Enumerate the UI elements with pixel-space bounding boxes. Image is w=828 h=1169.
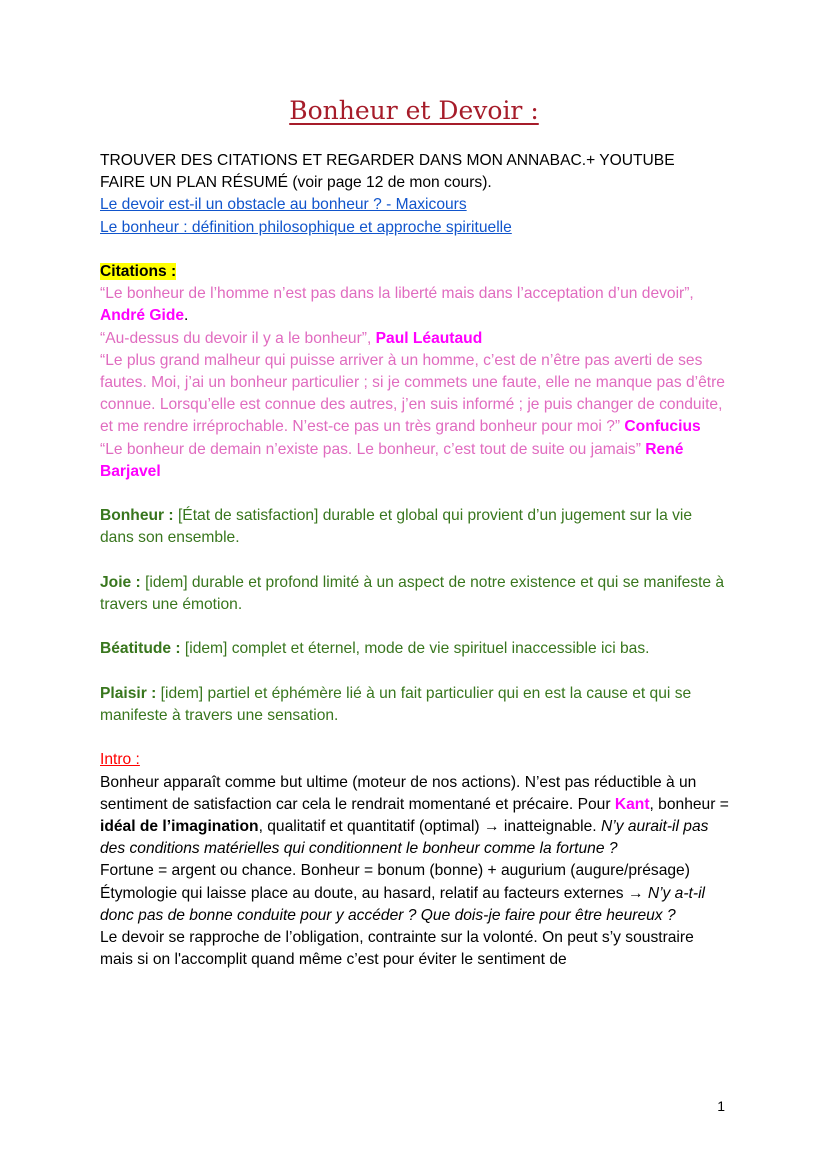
definition-joie: Joie : [idem] durable et profond limité à un aspect de notre existence et qui se manifeste à travers une émotion.: [100, 573, 725, 614]
definition-bonheur: Bonheur : [État de satisfaction] durable et global qui provient d’un jugement sur la vie dans son ensemble.: [100, 507, 693, 547]
definition-plaisir: Plaisir : [idem] partiel et éphémère lié à un fait particulier qui en est la cause et qui se manifeste à travers une sensation.: [100, 684, 692, 724]
citation-item: “Le bonheur de demain n’existe pas. Le bonheur, c’est tout de suite ou jamais” René Barjavel: [100, 440, 684, 480]
citations-heading: Citations :: [100, 263, 177, 280]
link-maxicours[interactable]: Le devoir est-il un obstacle au bonheur ? - Maxicours: [100, 196, 467, 214]
link-bonheur-definition[interactable]: Le bonheur : définition philosophique et approche spirituelle: [100, 218, 512, 236]
page-number: 1: [717, 1098, 725, 1114]
citation-author: Paul Léautaud: [375, 329, 483, 347]
instruction-line-1: TROUVER DES CITATIONS ET REGARDER DANS MON ANNABAC.+ YOUTUBE: [100, 152, 675, 169]
intro-paragraph-1: Bonheur apparaît comme but ultime (moteur de nos actions). N’est pas réductible à un sentiment de satisfaction car cela le rendrait momentané et précaire. Pour Kant, bonheur = idéal de l’imagination, qualitatif et quantitatif (optimal) → inatteignable. N’y aurait-il pas des conditions matérielles qui conditionnent le bonheur comme la fortune ?: [100, 773, 729, 858]
citation-author: André Gide: [100, 307, 185, 325]
citation-item: “Le bonheur de l’homme n’est pas dans la liberté mais dans l’acceptation d’un devoir”, André Gide.: [100, 285, 694, 325]
document-body: [100, 150, 730, 971]
intro-heading: Intro :: [100, 751, 140, 769]
intro-paragraph-2: Fortune = argent ou chance. Bonheur = bonum (bonne) + augurium (augure/présage): [100, 862, 690, 880]
citation-item: “Le plus grand malheur qui puisse arriver à un homme, c’est de n’être pas averti de ses fautes. Moi, j’ai un bonheur particulier ; si je commets une faute, elle ne manque pas d’être connue. Lorsqu’elle est connue des autres, j’en suis informé ; je puis changer de conduite, et me rendre irréprochable. N’est-ce pas un très grand bonheur pour moi ?” Confucius: [100, 351, 725, 436]
page-title: Bonheur et Devoir :: [289, 96, 539, 125]
intro-paragraph-3: Étymologie qui laisse place au doute, au hasard, relatif au facteurs externes → N’y a-t-il donc pas de bonne conduite pour y accéder ? Que dois-je faire pour être heureux ?: [100, 884, 706, 924]
definition-beatitude: Béatitude : [idem] complet et éternel, mode de vie spirituel inaccessible ici bas.: [100, 640, 650, 658]
citation-author: René Barjavel: [100, 440, 684, 480]
instruction-line-2: FAIRE UN PLAN RÉSUMÉ (voir page 12 de mon cours).: [100, 174, 492, 192]
intro-paragraph-4: Le devoir se rapproche de l’obligation, contrainte sur la volonté. On peut s’y soustraire mais si on l'accomplit quand même c’est pour éviter le sentiment de: [100, 929, 694, 969]
citation-author: Confucius: [624, 418, 701, 436]
author-kant: Kant: [614, 795, 650, 813]
citation-item: “Au-dessus du devoir il y a le bonheur”, Paul Léautaud: [100, 329, 483, 347]
